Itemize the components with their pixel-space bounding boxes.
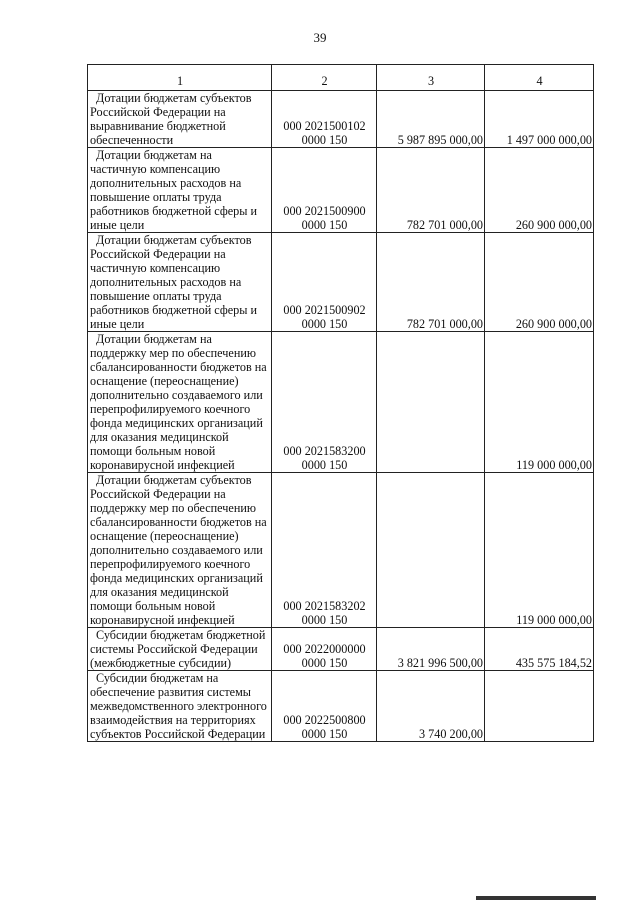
row-amount-col4: 119 000 000,00	[485, 473, 594, 628]
row-name: Субсидии бюджетам бюджетной системы Российской Федерации (межбюджетные субсидии)	[88, 628, 272, 671]
column-header-2: 2	[272, 65, 377, 91]
row-code: 000 2021583202 0000 150	[272, 473, 377, 628]
column-header-1: 1	[88, 65, 272, 91]
table-row	[88, 148, 594, 233]
table-row	[88, 628, 594, 671]
table-header-row	[88, 65, 594, 91]
row-name: Дотации бюджетам субъектов Российской Федерации на выравнивание бюджетной обеспеченности	[88, 91, 272, 148]
row-code: 000 2021500102 0000 150	[272, 91, 377, 148]
table-row	[88, 233, 594, 332]
row-code: 000 2021500900 0000 150	[272, 148, 377, 233]
row-amount-col4: 435 575 184,52	[485, 628, 594, 671]
row-amount-col3: 782 701 000,00	[377, 233, 485, 332]
row-amount-col3	[377, 473, 485, 628]
row-amount-col4: 1 497 000 000,00	[485, 91, 594, 148]
row-name: Дотации бюджетам субъектов Российской Федерации на поддержку мер по обеспечению сбалансированности бюджетов на оснащение (переоснащение) дополнительно создаваемого или перепрофилируемого коечного фонда медицинских организаций для оказания медицинской помощи больным новой коронавирусной инфекцией	[88, 473, 272, 628]
column-header-3: 3	[377, 65, 485, 91]
row-name: Субсидии бюджетам на обеспечение развития системы межведомственного электронного взаимодействия на территориях субъектов Российской Федерации	[88, 671, 272, 742]
row-code: 000 2021583200 0000 150	[272, 332, 377, 473]
row-name: Дотации бюджетам субъектов Российской Федерации на частичную компенсацию дополнительных расходов на повышение оплаты труда работников бюджетной сферы и иные цели	[88, 233, 272, 332]
page-number: 39	[313, 30, 327, 45]
page-edge-mark	[476, 896, 596, 900]
row-amount-col3: 3 821 996 500,00	[377, 628, 485, 671]
table-row	[88, 91, 594, 148]
table-row	[88, 671, 594, 742]
row-amount-col3: 3 740 200,00	[377, 671, 485, 742]
row-amount-col4: 260 900 000,00	[485, 148, 594, 233]
row-amount-col3: 782 701 000,00	[377, 148, 485, 233]
column-header-4: 4	[485, 65, 594, 91]
row-name: Дотации бюджетам на поддержку мер по обеспечению сбалансированности бюджетов на оснащение (переоснащение) дополнительно создаваемого или перепрофилируемого коечного фонда медицинских организаций для оказания медицинской помощи больным новой коронавирусной инфекцией	[88, 332, 272, 473]
row-code: 000 2022500800 0000 150	[272, 671, 377, 742]
row-amount-col3: 5 987 895 000,00	[377, 91, 485, 148]
row-name: Дотации бюджетам на частичную компенсацию дополнительных расходов на повышение оплаты труда работников бюджетной сферы и иные цели	[88, 148, 272, 233]
table-row	[88, 332, 594, 473]
row-code: 000 2021500902 0000 150	[272, 233, 377, 332]
table-row	[88, 473, 594, 628]
row-amount-col4	[485, 671, 594, 742]
row-code: 000 2022000000 0000 150	[272, 628, 377, 671]
row-amount-col4: 119 000 000,00	[485, 332, 594, 473]
row-amount-col3	[377, 332, 485, 473]
row-amount-col4: 260 900 000,00	[485, 233, 594, 332]
budget-revenue-table	[87, 64, 594, 742]
